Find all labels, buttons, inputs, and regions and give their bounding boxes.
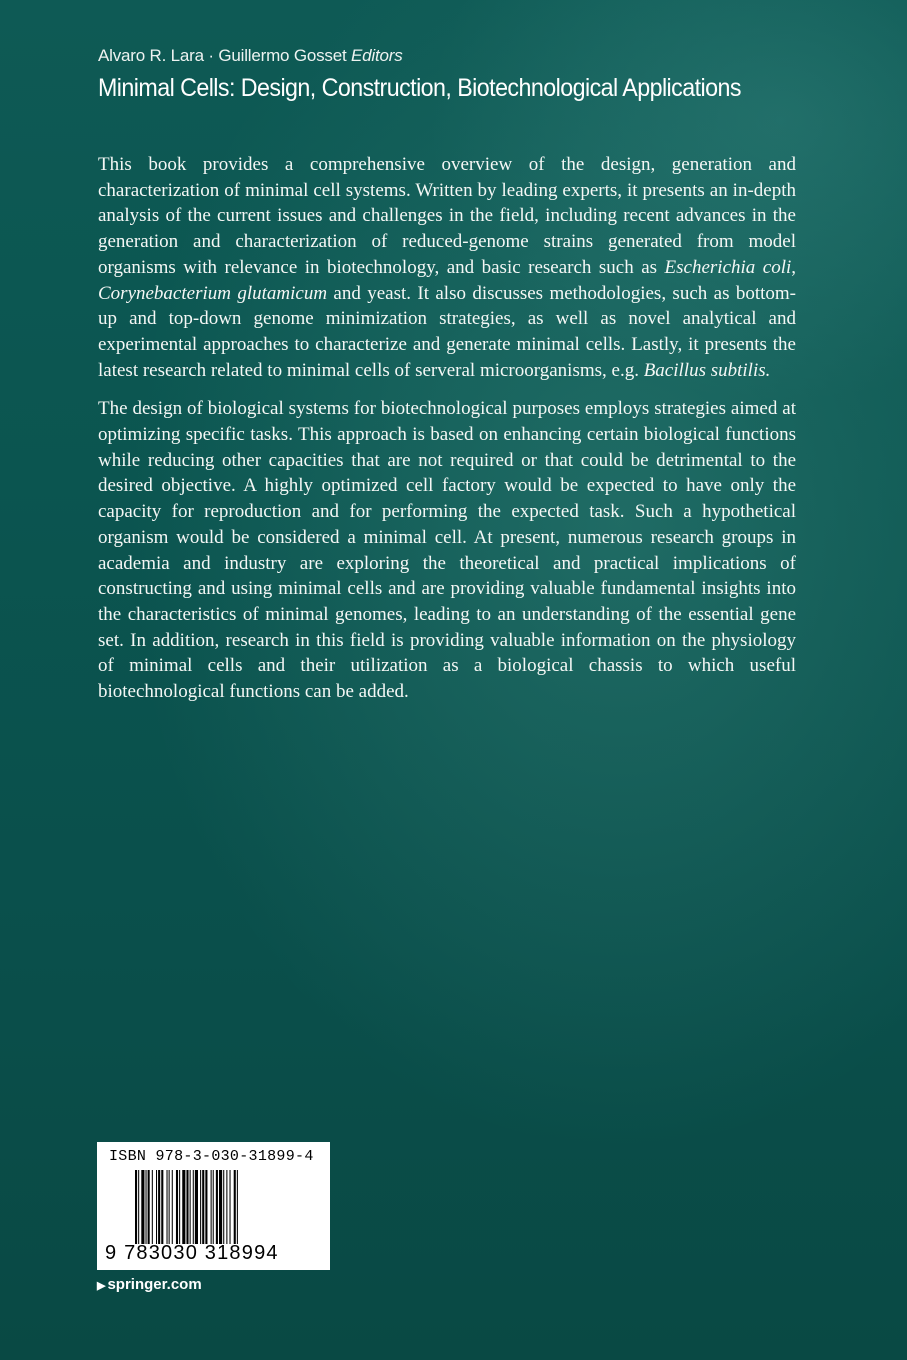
- publisher-url: springer.com: [107, 1276, 202, 1293]
- editors-line: [98, 46, 403, 66]
- species-e-coli: Escherichia coli: [664, 256, 792, 278]
- isbn-barcode-box: [97, 1142, 330, 1270]
- book-title: Minimal Cells: Design, Construction, Biotechnological Applications: [98, 74, 741, 102]
- p1-separator: ,: [791, 256, 797, 278]
- triangle-right-icon: ▶: [97, 1280, 106, 1292]
- isbn-digits: 9 783030 318994: [105, 1242, 279, 1264]
- species-c-glutamicum: Corynebacterium glutamicum: [98, 282, 328, 304]
- editors-role: Editors: [351, 46, 403, 65]
- description: [98, 152, 796, 718]
- p1-text-a: This book provides a comprehensive overview of the design, generation and characterization of minimal cell systems. Written by leading experts, it presents an in-depth analysis of the current issues and challenges in the field, including recent advances in the generation and characterization of reduced-genome strains generated from model organisms with relevance in biotechnology, and basic research such as: [98, 154, 796, 278]
- publisher-link[interactable]: [97, 1276, 202, 1293]
- isbn-label: ISBN 978-3-030-31899-4: [109, 1148, 314, 1165]
- p1-text-b: and yeast. It also discusses methodologies, such as bottom-up and top-down genome minimization strategies, as well as novel analytical and experimental approaches to characterize and generate minimal cells. Lastly, it presents the latest research related to minimal cells of serveral microorganisms, e.g.: [98, 282, 796, 381]
- species-b-subtilis: Bacillus subtilis.: [643, 359, 771, 381]
- description-paragraph-1: [98, 152, 796, 383]
- editors-names: Alvaro R. Lara · Guillermo Gosset: [98, 46, 347, 65]
- description-paragraph-2: The design of biological systems for biotechnological purposes employs strategies aimed at optimizing specific tasks. This approach is based on enhancing certain biological functions while reducing other capacities that are not required or that could be detrimental to the desired objective. A highly optimized cell factory would be expected to have only the capacity for reproduction and for performing the expected task. Such a hypothetical organism would be considered a minimal cell. At present, numerous research groups in academia and industry are exploring the theoretical and practical implications of constructing and using minimal cells and are providing valuable fundamental insights into the characteristics of minimal genomes, leading to an understanding of the essential gene set. In addition, research in this field is providing valuable information on the physiology of minimal cells and their utilization as a biological chassis to which useful biotechnological functions can be added.: [98, 398, 796, 703]
